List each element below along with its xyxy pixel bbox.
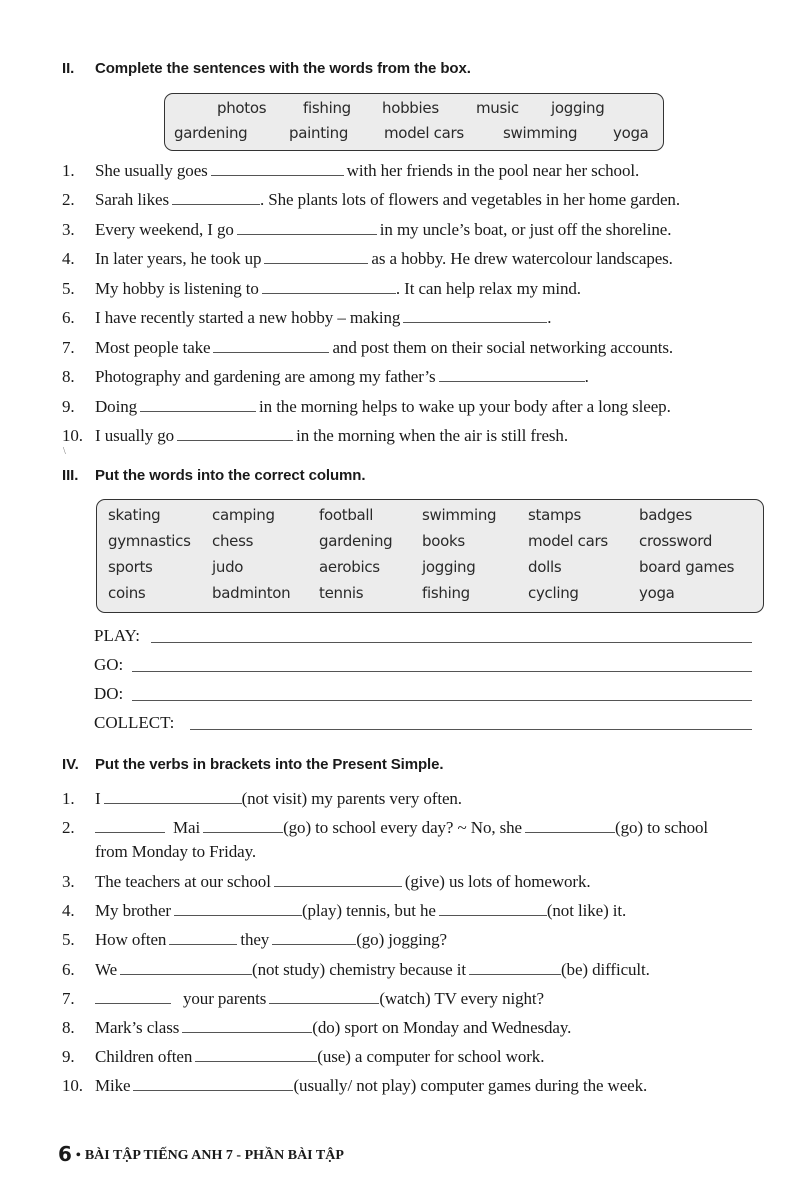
question-item: 1. She usually goes with her friends in the pool near her school. (62, 161, 640, 180)
answer-blank[interactable] (269, 989, 379, 1004)
word-box (164, 93, 664, 151)
box-word: aerobics (319, 558, 380, 576)
question-item: 8. Photography and gardening are among my father’s . (62, 367, 589, 386)
box-word: hobbies (382, 99, 439, 117)
answer-blank[interactable] (237, 220, 377, 235)
column-label: PLAY: (94, 626, 140, 645)
box-word: tennis (319, 584, 364, 602)
column-label: COLLECT: (94, 713, 175, 732)
answer-blank[interactable] (525, 818, 615, 833)
answer-blank[interactable] (403, 308, 547, 323)
question-item: 5. My hobby is listening to . It can help relax my mind. (62, 279, 581, 298)
section-title: Put the verbs in brackets into the Present Simple. (95, 756, 444, 773)
section-number: IV. (62, 756, 79, 773)
question-item: 3. The teachers at our school (give) us lots of homework. (62, 872, 591, 891)
box-word: badges (639, 506, 692, 524)
box-word: gymnastics (108, 532, 191, 550)
section-3-heading (62, 467, 365, 484)
section-title: Complete the sentences with the words from the box. (95, 60, 471, 77)
box-word: fishing (303, 99, 351, 117)
box-word: jogging (551, 99, 605, 117)
box-word: chess (212, 532, 254, 550)
box-word: cycling (528, 584, 579, 602)
box-word: swimming (422, 506, 497, 524)
answer-blank[interactable] (104, 789, 242, 804)
answer-blank[interactable] (169, 930, 237, 945)
answer-blank[interactable] (182, 1018, 312, 1033)
word-box (96, 499, 764, 613)
question-item: 9. Children often (use) a computer for school work. (62, 1047, 545, 1066)
answer-blank[interactable] (469, 960, 561, 975)
column-do (94, 684, 752, 704)
answer-line[interactable] (190, 729, 752, 730)
question-item: 4. My brother (play) tennis, but he (not like) it. (62, 901, 627, 920)
answer-blank[interactable] (172, 190, 260, 205)
answer-blank[interactable] (264, 249, 368, 264)
box-word: judo (212, 558, 244, 576)
box-word: skating (108, 506, 161, 524)
question-item: 3. Every weekend, I go in my uncle’s boat, or just off the shoreline. (62, 220, 672, 239)
book-title: BÀI TẬP TIẾNG ANH 7 - PHẦN BÀI TẬP (84, 1148, 344, 1163)
answer-blank[interactable] (262, 279, 396, 294)
answer-blank[interactable] (195, 1047, 317, 1062)
page-footer (58, 1142, 344, 1166)
answer-blank[interactable] (203, 818, 283, 833)
box-word: gardening (319, 532, 393, 550)
question-item: 1. I (not visit) my parents very often. (62, 789, 462, 808)
box-word: yoga (639, 584, 675, 602)
box-word: football (319, 506, 374, 524)
answer-blank[interactable] (140, 397, 256, 412)
page-number: 6 (58, 1142, 72, 1166)
question-item: 10. Mike (usually/ not play) computer games during the week. (62, 1076, 648, 1095)
box-word: camping (212, 506, 275, 524)
question-item: 6. I have recently started a new hobby – making . (62, 308, 552, 327)
question-item: 7. Most people take and post them on their social networking accounts. (62, 338, 674, 357)
answer-blank[interactable] (95, 989, 171, 1004)
section-title: Put the words into the correct column. (95, 467, 366, 484)
answer-blank[interactable] (274, 872, 402, 887)
answer-blank[interactable] (272, 930, 356, 945)
question-item: 6. We (not study) chemistry because it (be) difficult. (62, 960, 650, 979)
answer-blank[interactable] (439, 367, 585, 382)
section-number: III. (62, 467, 79, 484)
answer-line[interactable] (132, 700, 752, 701)
question-item: 4. In later years, he took up as a hobby. He drew watercolour landscapes. (62, 249, 673, 268)
box-word: jogging (422, 558, 476, 576)
answer-blank[interactable] (95, 818, 165, 833)
answer-blank[interactable] (213, 338, 329, 353)
box-word: gardening (174, 124, 248, 142)
box-word: sports (108, 558, 153, 576)
box-word: music (476, 99, 519, 117)
column-label: GO: (94, 655, 124, 674)
box-word: stamps (528, 506, 582, 524)
section-number: II. (62, 60, 75, 77)
box-word: swimming (503, 124, 578, 142)
answer-blank[interactable] (439, 901, 547, 916)
answer-blank[interactable] (177, 426, 293, 441)
question-item: 10. I usually go in the morning when the air is still fresh. (62, 426, 568, 445)
box-word: coins (108, 584, 146, 602)
answer-line[interactable] (132, 671, 752, 672)
question-item: 5. How often they (go) jogging? (62, 930, 447, 949)
box-word: model cars (528, 532, 608, 550)
box-word: board games (639, 558, 735, 576)
box-word: fishing (422, 584, 470, 602)
section-2-heading (62, 60, 471, 77)
column-play (94, 626, 752, 646)
box-word: crossword (639, 532, 713, 550)
bullet-icon: • (75, 1148, 81, 1163)
box-word: yoga (613, 124, 649, 142)
question-item: 2. Mai (go) to school every day? ~ No, she (go) to school from Monday to Friday. (62, 818, 709, 861)
answer-line[interactable] (151, 642, 752, 643)
box-word: dolls (528, 558, 562, 576)
answer-blank[interactable] (133, 1076, 293, 1091)
section-4-heading (62, 756, 443, 773)
answer-blank[interactable] (211, 161, 344, 176)
question-item: 9. Doing in the morning helps to wake up your body after a long sleep. (62, 397, 671, 416)
question-item: 2. Sarah likes . She plants lots of flowers and vegetables in her home garden. (62, 190, 680, 209)
column-go (94, 655, 752, 675)
box-word: painting (289, 124, 349, 142)
answer-blank[interactable] (174, 901, 302, 916)
question-item: 8. Mark’s class (do) sport on Monday and Wednesday. (62, 1018, 572, 1037)
box-word: books (422, 532, 465, 550)
box-word: photos (217, 99, 267, 117)
answer-blank[interactable] (120, 960, 252, 975)
column-collect (94, 713, 752, 733)
question-item: 7. your parents (watch) TV every night? (62, 989, 544, 1008)
column-label: DO: (94, 684, 124, 703)
box-word: model cars (384, 124, 464, 142)
box-word: badminton (212, 584, 291, 602)
stray-mark: \ (63, 446, 66, 457)
